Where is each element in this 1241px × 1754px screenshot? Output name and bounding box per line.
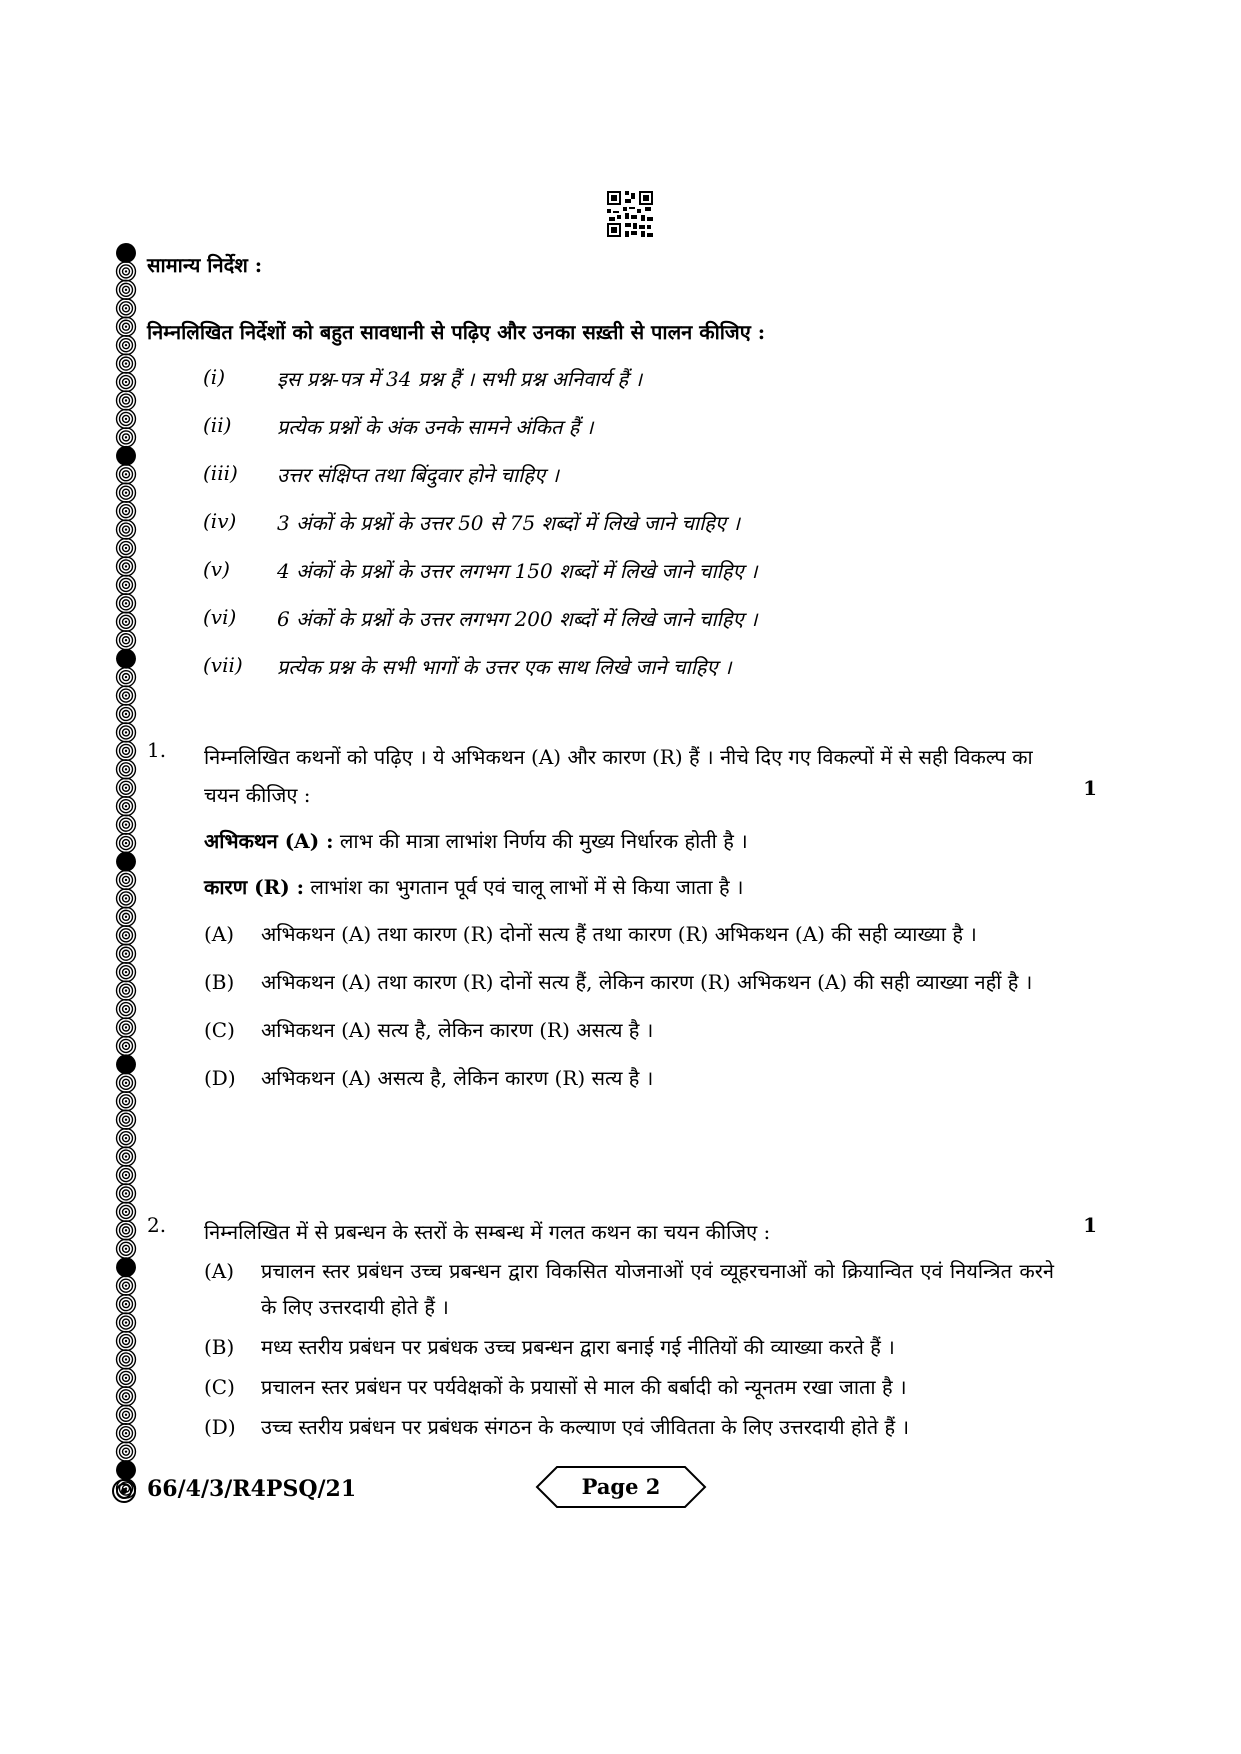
- margin-ring: [117, 336, 136, 355]
- margin-ring: [117, 1221, 136, 1240]
- margin-ring: [117, 539, 136, 558]
- margin-ring: [117, 520, 136, 539]
- question-number: 2.: [147, 1213, 167, 1237]
- instruction-item: [203, 605, 1083, 653]
- margin-ring: [117, 1424, 136, 1443]
- margin-ring: [117, 428, 136, 447]
- option-text: अभिकथन (A) असत्य है, लेकिन कारण (R) सत्य है ।: [261, 1066, 654, 1090]
- margin-ring: [117, 465, 136, 484]
- margin-ring: [117, 1073, 136, 1092]
- option-label: (B): [204, 970, 235, 994]
- instruction-number: (ii): [203, 413, 232, 437]
- options-list: [204, 1253, 1054, 1445]
- option-b[interactable]: [204, 1329, 1054, 1365]
- margin-ring: [117, 926, 136, 945]
- margin-ring: [117, 686, 136, 705]
- margin-ring: [117, 705, 136, 724]
- margin-ring: [117, 557, 136, 576]
- option-text: मध्य स्तरीय प्रबंधन पर प्रबंधक उच्च प्रबन्धन द्वारा बनाई गई नीतियों की व्याख्या करते हैं ।: [261, 1335, 895, 1359]
- margin-ring: [117, 1110, 136, 1129]
- option-b[interactable]: [204, 964, 1054, 1000]
- option-label: (A): [204, 1259, 235, 1283]
- instruction-item: [203, 461, 1083, 509]
- option-text: प्रचालन स्तर प्रबंधन उच्च प्रबन्धन द्वारा विकसित योजनाओं एवं व्यूहरचनाओं को क्रियान्वित एवं नियन्त्रित करने के लिए उत्तरदायी होते हैं ।: [261, 1259, 1054, 1319]
- margin-ring: [117, 963, 136, 982]
- margin-dot: [116, 1054, 136, 1074]
- option-label: (B): [204, 1335, 235, 1359]
- option-label: (A): [204, 922, 235, 946]
- margin-ring: [117, 1405, 136, 1424]
- instruction-number: (vi): [203, 605, 237, 629]
- reason-text: लाभांश का भुगतान पूर्व एवं चालू लाभों में से किया जाता है ।: [310, 875, 744, 899]
- option-text: उच्च स्तरीय प्रबंधन पर प्रबंधक संगठन के कल्याण एवं जीवितता के लिए उत्तरदायी होते हैं ।: [261, 1415, 910, 1439]
- margin-dot: [116, 852, 136, 872]
- instruction-text: प्रत्येक प्रश्नों के अंक उनके सामने अंकित हैं ।: [277, 415, 594, 439]
- instruction-item: [203, 413, 1083, 461]
- margin-ring: [117, 1313, 136, 1332]
- margin-ring: [117, 1350, 136, 1369]
- margin-ring: [117, 262, 136, 281]
- margin-ring: [117, 502, 136, 521]
- margin-ring: [117, 1295, 136, 1314]
- margin-ring: [117, 1442, 136, 1461]
- margin-ring: [117, 944, 136, 963]
- margin-ring: [117, 631, 136, 650]
- instruction-item: [203, 365, 1083, 413]
- footer-circle-icon: [111, 1478, 137, 1504]
- options-list: [204, 916, 1054, 1096]
- margin-ring: [117, 1018, 136, 1037]
- instructions-lead: निम्नलिखित निर्देशों को बहुत सावधानी से पढ़िए और उनका सख़्ती से पालन कीजिए :: [147, 320, 766, 344]
- margin-ring: [117, 483, 136, 502]
- margin-ring: [117, 668, 136, 687]
- margin-ring: [117, 760, 136, 779]
- margin-ring: [117, 612, 136, 631]
- question-number: 1.: [147, 738, 167, 762]
- instruction-text: 3 अंकों के प्रश्नों के उत्तर 50 से 75 शब्दों में लिखे जाने चाहिए ।: [277, 511, 740, 535]
- option-label: (D): [204, 1415, 236, 1439]
- page-number: Page 2: [581, 1474, 661, 1499]
- margin-ring: [117, 1276, 136, 1295]
- instruction-text: 6 अंकों के प्रश्नों के उत्तर लगभग 200 शब्दों में लिखे जाने चाहिए ।: [277, 607, 758, 631]
- margin-ring: [117, 354, 136, 373]
- option-c[interactable]: [204, 1369, 1054, 1405]
- question-marks: 1: [1083, 1213, 1097, 1237]
- option-label: (D): [204, 1066, 236, 1090]
- margin-ring: [117, 317, 136, 336]
- margin-dot: [116, 243, 136, 263]
- instruction-item: [203, 557, 1083, 605]
- margin-ring: [117, 409, 136, 428]
- question-marks: 1: [1083, 776, 1097, 800]
- margin-ring: [117, 981, 136, 1000]
- margin-ring: [117, 815, 136, 834]
- instructions-list: [203, 365, 1083, 701]
- instruction-number: (iii): [203, 461, 238, 485]
- margin-ring: [117, 575, 136, 594]
- margin-ring: [117, 299, 136, 318]
- margin-ring: [117, 280, 136, 299]
- margin-circle-strip: [111, 241, 141, 1501]
- margin-ring: [117, 1000, 136, 1019]
- option-d[interactable]: [204, 1409, 1054, 1445]
- option-text: प्रचालन स्तर प्रबंधन पर पर्यवेक्षकों के प्रयासों से माल की बर्बादी को न्यूनतम रखा जाता है ।: [261, 1375, 907, 1399]
- margin-ring: [117, 907, 136, 926]
- instruction-text: 4 अंकों के प्रश्नों के उत्तर लगभग 150 शब्दों में लिखे जाने चाहिए ।: [277, 559, 758, 583]
- question-text: निम्नलिखित में से प्रबन्धन के स्तरों के सम्बन्ध में गलत कथन का चयन कीजिए :: [204, 1220, 771, 1244]
- reason-label: कारण (R) :: [204, 875, 305, 899]
- option-label: (C): [204, 1018, 235, 1042]
- margin-ring: [117, 741, 136, 760]
- paper-code: 66/4/3/R4PSQ/21: [147, 1476, 357, 1502]
- option-d[interactable]: [204, 1060, 1054, 1096]
- assertion: [204, 822, 1044, 860]
- margin-ring: [117, 1092, 136, 1111]
- instruction-number: (vii): [203, 653, 243, 677]
- margin-ring: [117, 1129, 136, 1148]
- option-label: (C): [204, 1375, 235, 1399]
- option-text: अभिकथन (A) तथा कारण (R) दोनों सत्य हैं, लेकिन कारण (R) अभिकथन (A) की सही व्याख्या नहीं है ।: [261, 970, 1033, 994]
- instruction-item: [203, 653, 1083, 701]
- margin-ring: [117, 889, 136, 908]
- assertion-text: लाभ की मात्रा लाभांश निर्णय की मुख्य निर्धारक होती है ।: [339, 829, 748, 853]
- instruction-number: (v): [203, 557, 230, 581]
- margin-ring: [117, 1202, 136, 1221]
- margin-ring: [117, 1184, 136, 1203]
- margin-ring: [117, 1368, 136, 1387]
- option-a[interactable]: [204, 916, 1054, 952]
- margin-ring: [117, 834, 136, 853]
- option-text: अभिकथन (A) तथा कारण (R) दोनों सत्य हैं तथा कारण (R) अभिकथन (A) की सही व्याख्या है ।: [261, 922, 977, 946]
- question-text: निम्नलिखित कथनों को पढ़िए । ये अभिकथन (A) और कारण (R) हैं । नीचे दिए गए विकल्पों में से सही विकल्प का चयन कीजिए :: [204, 745, 1033, 807]
- margin-ring: [117, 1332, 136, 1351]
- margin-dot: [116, 649, 136, 669]
- option-c[interactable]: [204, 1012, 1054, 1048]
- margin-ring: [117, 1147, 136, 1166]
- instruction-text: उत्तर संक्षिप्त तथा बिंदुवार होने चाहिए ।: [277, 463, 559, 487]
- instruction-number: (i): [203, 365, 226, 389]
- assertion-label: अभिकथन (A) :: [204, 829, 334, 853]
- instruction-text: प्रत्येक प्रश्न के सभी भागों के उत्तर एक साथ लिखे जाने चाहिए ।: [277, 655, 732, 679]
- margin-dot: [116, 446, 136, 466]
- margin-ring: [117, 797, 136, 816]
- instruction-number: (iv): [203, 509, 237, 533]
- instruction-item: [203, 509, 1083, 557]
- margin-dot: [116, 1257, 136, 1277]
- margin-ring: [117, 1036, 136, 1055]
- instruction-text: इस प्रश्न-पत्र में 34 प्रश्न हैं । सभी प्रश्न अनिवार्य हैं ।: [277, 367, 643, 391]
- qr-code-icon: [607, 191, 653, 237]
- reason: [204, 868, 1044, 906]
- question-2: [147, 1213, 1097, 1445]
- margin-ring: [117, 391, 136, 410]
- question-1: [147, 738, 1097, 1096]
- instructions-heading: सामान्य निर्देश :: [147, 253, 263, 277]
- margin-ring: [117, 1387, 136, 1406]
- option-text: अभिकथन (A) सत्य है, लेकिन कारण (R) असत्य है ।: [261, 1018, 654, 1042]
- margin-ring: [117, 871, 136, 890]
- margin-ring: [117, 1166, 136, 1185]
- option-a[interactable]: [204, 1253, 1054, 1325]
- margin-ring: [117, 723, 136, 742]
- margin-ring: [117, 778, 136, 797]
- margin-ring: [117, 1239, 136, 1258]
- margin-ring: [117, 373, 136, 392]
- margin-ring: [117, 594, 136, 613]
